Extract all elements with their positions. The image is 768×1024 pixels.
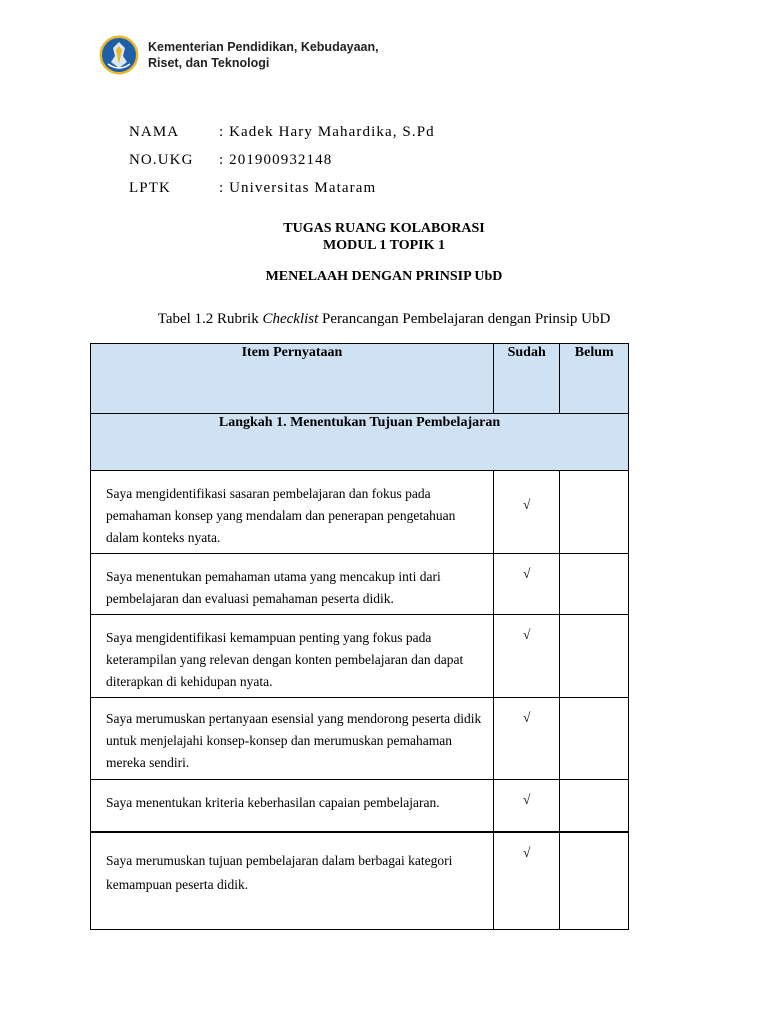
identity-row-no-ukg (129, 146, 435, 174)
table-row (91, 554, 629, 615)
ministry-name-line1: Kementerian Pendidikan, Kebudayaan, (148, 40, 379, 54)
belum-cell (560, 471, 629, 554)
header-sudah: Sudah (493, 344, 560, 414)
belum-cell (560, 615, 629, 698)
table-row (91, 471, 629, 554)
step-heading: Langkah 1. Menentukan Tujuan Pembelajaran (91, 414, 629, 471)
identity-row-lptk (129, 174, 435, 202)
ministry-name-line2: Riset, dan Teknologi (148, 56, 270, 70)
table-row (91, 698, 629, 780)
sudah-check: √ (493, 554, 560, 615)
statement-cell: Saya menentukan kriteria keberhasilan capaian pembelajaran. (91, 780, 494, 832)
caption-suffix: Perancangan Pembelajaran dengan Prinsip UbD (318, 311, 611, 327)
document-title (0, 220, 768, 254)
belum-cell (560, 780, 629, 832)
identity-label: NO.UKG (129, 151, 194, 168)
rubric-table (90, 343, 629, 930)
ministry-logo (99, 34, 379, 76)
belum-cell (560, 554, 629, 615)
statement-cell: Saya mengidentifikasi sasaran pembelajaran dan fokus pada pemahaman konsep yang mendalam dan penerapan pengetahuan dalam konteks nyata. (91, 471, 494, 554)
header-belum: Belum (560, 344, 629, 414)
belum-cell (560, 698, 629, 780)
caption-italic: Checklist (262, 311, 319, 327)
sudah-check: √ (493, 615, 560, 698)
tut-wuri-handayani-emblem-icon (99, 34, 139, 76)
header-item: Item Pernyataan (91, 344, 494, 414)
identity-row-nama (129, 118, 435, 146)
statement-cell: Saya mengidentifikasi kemampuan penting yang fokus pada keterampilan yang relevan dengan konten pembelajaran dan dapat diterapkan di kehidupan nyata. (91, 615, 494, 698)
document-subtitle: MENELAAH DENGAN PRINSIP UbD (265, 269, 503, 284)
table-caption (0, 311, 768, 328)
belum-cell (560, 832, 629, 930)
identity-block (129, 118, 435, 202)
table-row (91, 615, 629, 698)
sudah-check: √ (493, 832, 560, 930)
identity-value: : Universitas Mataram (219, 179, 377, 196)
table-header-row (91, 344, 629, 414)
table-row (91, 832, 629, 930)
identity-value: : Kadek Hary Mahardika, S.Pd (219, 123, 435, 140)
statement-cell: Saya merumuskan pertanyaan esensial yang mendorong peserta didik untuk menjelajahi konsep-konsep dan merumuskan pemahaman mereka sendiri. (91, 698, 494, 780)
statement-cell: Saya menentukan pemahaman utama yang mencakup inti dari pembelajaran dan evaluasi pemahaman peserta didik. (91, 554, 494, 615)
identity-label: NAMA (129, 123, 180, 140)
table-row (91, 780, 629, 832)
ministry-name (148, 39, 379, 71)
sudah-check: √ (493, 471, 560, 554)
identity-label: LPTK (129, 179, 171, 196)
sudah-check: √ (493, 698, 560, 780)
sudah-check: √ (493, 780, 560, 832)
title-line1: TUGAS RUANG KOLABORASI (283, 221, 485, 236)
identity-value: : 201900932148 (219, 151, 333, 168)
statement-cell: Saya merumuskan tujuan pembelajaran dalam berbagai kategori kemampuan peserta didik. (91, 832, 494, 930)
caption-prefix: Tabel 1.2 Rubrik (157, 311, 263, 327)
step-row (91, 414, 629, 471)
title-line2: MODUL 1 TOPIK 1 (322, 238, 445, 253)
